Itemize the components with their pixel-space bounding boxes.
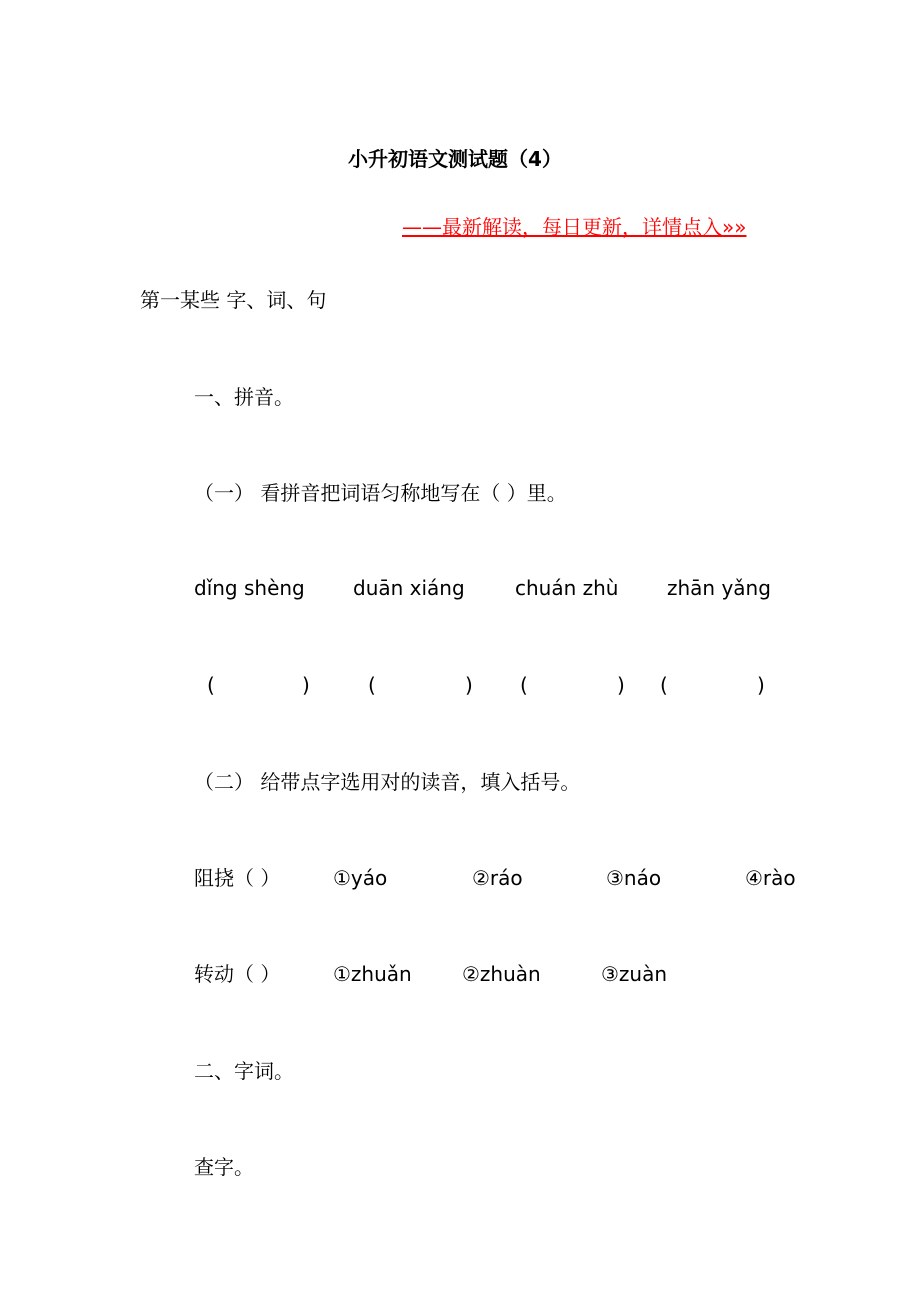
- page-title: 小升初语文测试题（4）: [348, 147, 562, 171]
- section-heading-words: 二、字词。: [194, 1059, 294, 1083]
- subsection-two: （二） 给带点字选用对的读音，填入括号。: [194, 770, 581, 794]
- reading-option: ③zuàn: [601, 962, 668, 986]
- reading-option: ④rào: [745, 866, 796, 890]
- section-heading-pinyin: 一、拼音。: [194, 385, 294, 409]
- answer-bracket-close: ): [757, 673, 765, 697]
- reading-option: ③náo: [606, 866, 662, 890]
- answer-bracket-open: (: [520, 673, 528, 697]
- answer-bracket-close: ): [302, 673, 310, 697]
- reading-option: ①zhuǎn: [333, 962, 412, 986]
- pinyin-item: chuán zhù: [515, 576, 619, 600]
- pinyin-item: dǐng shèng: [194, 576, 305, 600]
- answer-bracket-open: (: [660, 673, 668, 697]
- subsection-one: （一） 看拼音把词语匀称地写在（ ）里。: [194, 481, 567, 505]
- answer-bracket-close: ): [465, 673, 473, 697]
- reading-option: ②zhuàn: [462, 962, 541, 986]
- pinyin-item: duān xiáng: [353, 576, 465, 600]
- question-word: 转动（ ）: [194, 962, 281, 986]
- reading-option: ②ráo: [472, 866, 523, 890]
- question-word: 阻挠（ ）: [194, 866, 281, 890]
- reading-option: ①yáo: [333, 866, 388, 890]
- answer-bracket-open: (: [368, 673, 376, 697]
- pinyin-item: zhān yǎng: [667, 576, 771, 600]
- answer-bracket-open: (: [207, 673, 215, 697]
- part-heading: 第一某些 字、词、句: [140, 288, 327, 312]
- update-link[interactable]: ——最新解读，每日更新，详情点入»»: [402, 215, 747, 239]
- answer-bracket-close: ): [617, 673, 625, 697]
- subsection-lookup: 查字。: [194, 1155, 254, 1179]
